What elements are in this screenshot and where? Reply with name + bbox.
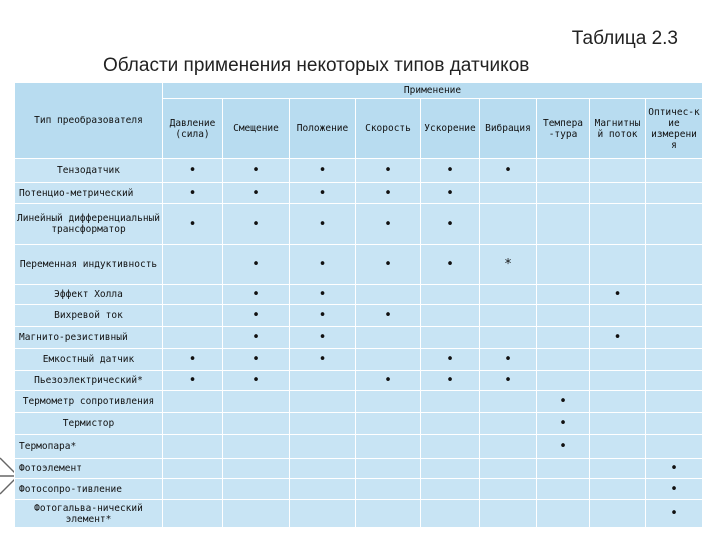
table-cell: [480, 479, 537, 500]
sensor-table: [14, 82, 703, 528]
column-header: Темпера -тура: [537, 99, 590, 159]
table-cell: [480, 391, 537, 413]
table-cell: [163, 327, 223, 349]
row-label: Емкостный датчик: [15, 349, 163, 371]
table-cell: [421, 459, 480, 479]
table-cell: [646, 285, 703, 305]
table-row: [15, 159, 703, 183]
row-label: Потенцио-метрический: [15, 183, 163, 204]
table-cell-mark: •: [356, 159, 421, 183]
table-cell: [290, 371, 356, 391]
table-row: [15, 391, 703, 413]
table-cell: [356, 327, 421, 349]
table-cell: [537, 159, 590, 183]
table-cell: [421, 327, 480, 349]
table-cell: [223, 459, 290, 479]
table-cell: [537, 245, 590, 285]
table-cell: [646, 413, 703, 435]
table-cell: [646, 183, 703, 204]
table-cell: [590, 159, 646, 183]
table-cell-mark: •: [290, 183, 356, 204]
table-cell-mark: •: [223, 305, 290, 327]
table-cell-mark: •: [421, 349, 480, 371]
table-cell-mark: •: [356, 371, 421, 391]
table-cell: [590, 459, 646, 479]
table-cell: [163, 435, 223, 459]
table-row: [15, 327, 703, 349]
table-cell: [590, 349, 646, 371]
table-cell: [480, 435, 537, 459]
table-cell: [163, 245, 223, 285]
table-row: [15, 349, 703, 371]
table-cell-mark: •: [290, 159, 356, 183]
table-cell: [590, 371, 646, 391]
table-cell-mark: •: [421, 183, 480, 204]
table-cell: [163, 479, 223, 500]
table-cell: [163, 413, 223, 435]
table-cell: [537, 183, 590, 204]
table-cell: [290, 479, 356, 500]
row-label: Вихревой ток: [15, 305, 163, 327]
table-row: [15, 285, 703, 305]
table-cell: [163, 391, 223, 413]
column-header: Давление (сила): [163, 99, 223, 159]
table-cell: [163, 305, 223, 327]
table-cell: [537, 305, 590, 327]
table-cell-mark: •: [537, 435, 590, 459]
table-cell: [590, 305, 646, 327]
table-cell-mark: •: [356, 183, 421, 204]
table-cell: [223, 479, 290, 500]
row-label: Фотогальва-нический элемент*: [15, 500, 163, 528]
table-cell-mark: *: [480, 245, 537, 285]
table-cell: [421, 500, 480, 528]
table-title: Области применения некоторых типов датчиков: [103, 55, 530, 76]
table-cell: [480, 183, 537, 204]
table-cell-mark: •: [646, 500, 703, 528]
table-cell: [223, 391, 290, 413]
table-cell: [421, 391, 480, 413]
table-cell: [646, 391, 703, 413]
table-row: [15, 435, 703, 459]
table-cell: [537, 479, 590, 500]
table-cell: [646, 305, 703, 327]
table-cell: [537, 500, 590, 528]
table-row: [15, 459, 703, 479]
table-cell: [356, 500, 421, 528]
table-cell: [590, 479, 646, 500]
table-cell: [223, 413, 290, 435]
table-cell: [590, 204, 646, 245]
table-cell: [290, 413, 356, 435]
table-cell: [537, 349, 590, 371]
table-cell: [537, 459, 590, 479]
row-label: Эффект Холла: [15, 285, 163, 305]
header-application-group: Применение: [163, 83, 703, 99]
table-cell-mark: •: [356, 245, 421, 285]
table-cell-mark: •: [537, 391, 590, 413]
table-cell: [480, 327, 537, 349]
table-cell: [480, 285, 537, 305]
table-cell-mark: •: [290, 305, 356, 327]
table-cell-mark: •: [290, 349, 356, 371]
table-cell-mark: •: [421, 159, 480, 183]
table-cell: [537, 204, 590, 245]
row-label: Термистор: [15, 413, 163, 435]
table-cell: [356, 435, 421, 459]
table-cell: [480, 500, 537, 528]
table-cell: [421, 285, 480, 305]
table-cell-mark: •: [646, 479, 703, 500]
table-cell: [646, 327, 703, 349]
table-cell-mark: •: [290, 245, 356, 285]
table-cell-mark: •: [163, 183, 223, 204]
table-cell: [290, 459, 356, 479]
table-cell-mark: •: [223, 245, 290, 285]
table-row: [15, 305, 703, 327]
table-cell: [590, 413, 646, 435]
table-cell: [223, 500, 290, 528]
row-label: Переменная индуктивность: [15, 245, 163, 285]
table-row: [15, 204, 703, 245]
column-header: Смещение: [223, 99, 290, 159]
table-cell: [163, 459, 223, 479]
table-cell: [290, 435, 356, 459]
column-header: Магнитны й поток: [590, 99, 646, 159]
header-converter-type: Тип преобразователя: [15, 83, 163, 159]
table-cell-mark: •: [356, 305, 421, 327]
column-header: Положение: [290, 99, 356, 159]
table-cell: [590, 245, 646, 285]
table-cell-mark: •: [590, 285, 646, 305]
column-header: Ускорение: [421, 99, 480, 159]
table-cell: [421, 479, 480, 500]
table-cell-mark: •: [223, 204, 290, 245]
table-cell-mark: •: [163, 349, 223, 371]
row-label: Магнито-резистивный: [15, 327, 163, 349]
table-cell: [421, 413, 480, 435]
table-cell: [646, 245, 703, 285]
table-row: [15, 413, 703, 435]
column-header: Вибрация: [480, 99, 537, 159]
row-label: Фотоэлемент: [15, 459, 163, 479]
table-cell: [290, 500, 356, 528]
table-cell: [480, 413, 537, 435]
table-cell-mark: •: [480, 159, 537, 183]
row-label: Термопара*: [15, 435, 163, 459]
table-cell-mark: •: [223, 371, 290, 391]
table-cell-mark: •: [356, 204, 421, 245]
table-cell-mark: •: [421, 245, 480, 285]
table-cell: [646, 371, 703, 391]
table-cell: [646, 349, 703, 371]
row-label: Фотосопро-тивление: [15, 479, 163, 500]
table-cell-mark: •: [537, 413, 590, 435]
table-cell: [163, 285, 223, 305]
table-cell: [356, 459, 421, 479]
table-cell: [421, 435, 480, 459]
table-row: [15, 183, 703, 204]
table-cell: [646, 204, 703, 245]
table-cell: [356, 413, 421, 435]
table-cell-mark: •: [646, 459, 703, 479]
table-cell-mark: •: [480, 371, 537, 391]
table-cell: [356, 479, 421, 500]
table-cell: [590, 391, 646, 413]
table-cell: [480, 459, 537, 479]
table-cell-mark: •: [223, 183, 290, 204]
table-cell-mark: •: [590, 327, 646, 349]
table-cell-mark: •: [223, 159, 290, 183]
table-cell: [646, 159, 703, 183]
column-header: Оптичес-к ие измерени я: [646, 99, 703, 159]
table-cell: [421, 305, 480, 327]
table-cell-mark: •: [421, 371, 480, 391]
row-label: Пьезоэлектрический*: [15, 371, 163, 391]
table-row: [15, 479, 703, 500]
table-cell-mark: •: [223, 327, 290, 349]
table-row: [15, 245, 703, 285]
table-cell: [480, 204, 537, 245]
table-cell: [290, 391, 356, 413]
table-row: [15, 371, 703, 391]
row-label: Тензодатчик: [15, 159, 163, 183]
table-row: [15, 500, 703, 528]
table-cell-mark: •: [223, 349, 290, 371]
table-cell-mark: •: [290, 285, 356, 305]
table-cell-mark: •: [223, 285, 290, 305]
table-cell: [646, 435, 703, 459]
table-cell-mark: •: [290, 204, 356, 245]
table-cell-mark: •: [163, 371, 223, 391]
table-cell: [537, 285, 590, 305]
table-cell: [356, 285, 421, 305]
table-cell-mark: •: [163, 204, 223, 245]
row-label: Термометр сопротивления: [15, 391, 163, 413]
table-cell-mark: •: [290, 327, 356, 349]
table-cell: [163, 500, 223, 528]
table-cell: [590, 435, 646, 459]
column-header: Скорость: [356, 99, 421, 159]
table-cell: [356, 391, 421, 413]
table-cell-mark: •: [480, 349, 537, 371]
table-number: Таблица 2.3: [571, 28, 678, 49]
table-cell: [590, 500, 646, 528]
table-cell: [356, 349, 421, 371]
table-cell-mark: •: [163, 159, 223, 183]
table-cell: [537, 371, 590, 391]
table-cell: [590, 183, 646, 204]
table-cell-mark: •: [421, 204, 480, 245]
table-cell: [223, 435, 290, 459]
table-cell: [480, 305, 537, 327]
row-label: Линейный дифференциальный трансформатор: [15, 204, 163, 245]
table-cell: [537, 327, 590, 349]
